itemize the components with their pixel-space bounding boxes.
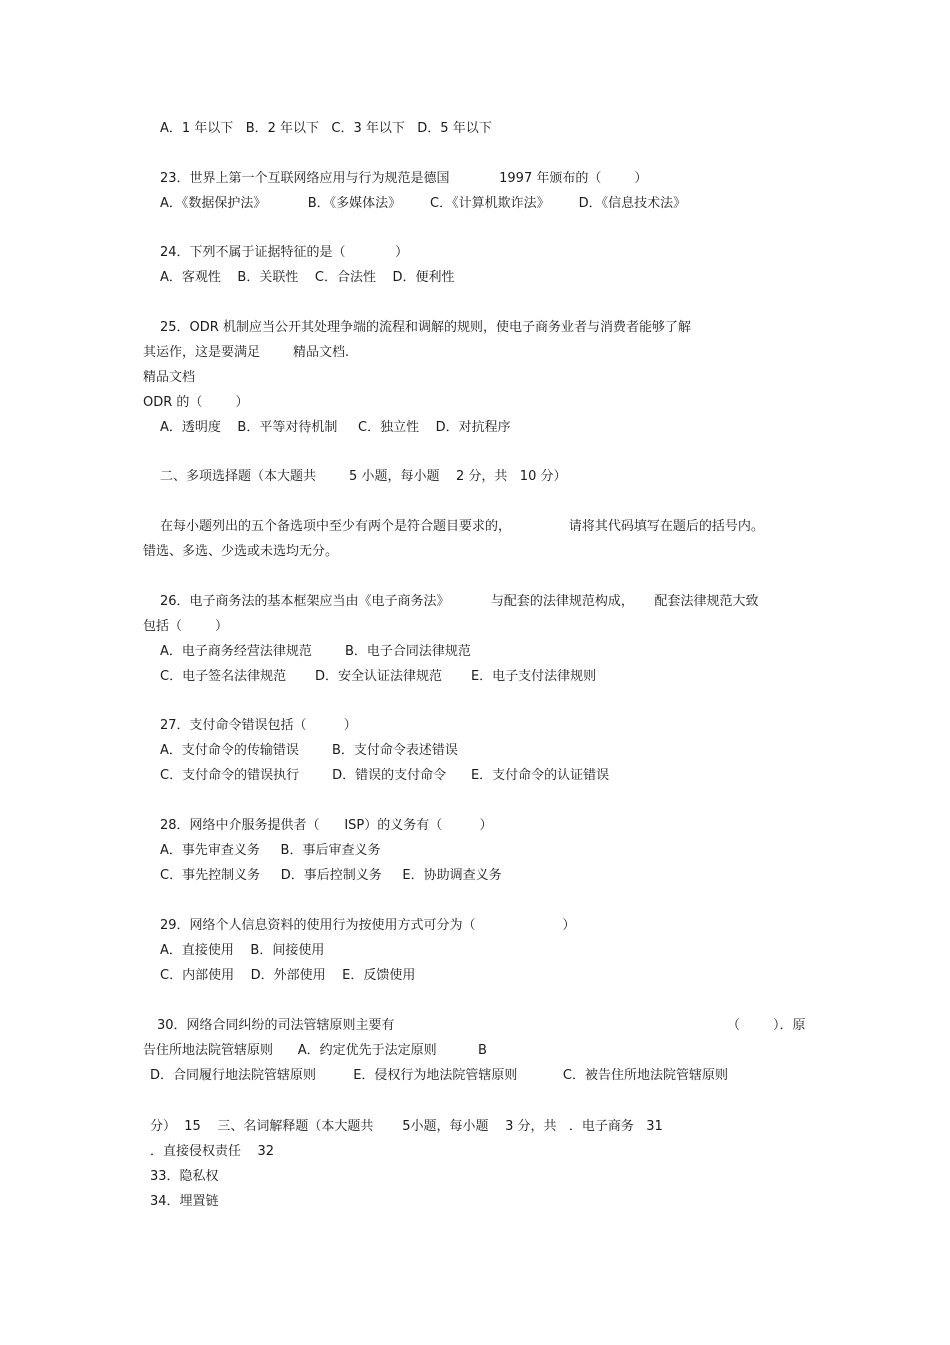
section-heading: 分） 15 三、名词解释题（本大题共 5小题，每小题 3 分，共 ．电子商务 31 [150,1119,663,1134]
text-line: A．直接使用 B．间接使用 [160,943,325,958]
text-line: A．电子商务经营法律规范 B．电子合同法律规范 [160,644,471,659]
text-line: A．1 年以下 B．2 年以下 C．3 年以下 D．5 年以下 [160,121,492,136]
question-30: 30．网络合同纠纷的司法管辖原则主要有 [157,1018,395,1033]
text-line: 告住所地法院管辖原则 A．约定优先于法定原则 B [143,1043,487,1058]
text-line: （ ）．原 [727,1018,806,1033]
question-23: 23．世界上第一个互联网络应用与行为规范是德国 1997 年颁布的（ ） [160,171,648,186]
text-line: 精品文档 [143,370,196,385]
text-line: 其运作，这是要满足 精品文档. [143,345,350,360]
text-line: 34．埋置链 [150,1194,219,1209]
question-28: 28．网络中介服务提供者（ ISP）的义务有（ ） [160,818,493,833]
text-line: C．内部使用 D．外部使用 E．反馈使用 [160,968,416,983]
text-line: A．事先审查义务 B．事后审查义务 [160,843,381,858]
section-heading: 二、多项选择题（本大题共 5 小题，每小题 2 分，共 10 分） [160,469,567,484]
instruction-text: 在每小题列出的五个备选项中至少有两个是符合题目要求的， 请将其代码填写在题后的括号内。 [160,519,764,534]
text-line: D．合同履行地法院管辖原则 E．侵权行为地法院管辖原则 C．被告住所地法院管辖原则 [150,1068,728,1083]
text-line: C．电子签名法律规范 D．安全认证法律规范 E．电子支付法律规则 [160,669,597,684]
text-line: A．客观性 B．关联性 C．合法性 D．便利性 [160,270,455,285]
text-line: 错选、多选、少选或未选均无分。 [143,544,339,559]
text-line: 包括（ ） [143,619,229,634]
text-line: A．支付命令的传输错误 B．支付命令表述错误 [160,743,458,758]
text-line: ODR 的（ ） [143,395,249,410]
question-24: 24．下列不属于证据特征的是（ ） [160,245,409,260]
text-line: 33．隐私权 [150,1169,219,1184]
text-line: ．直接侵权责任 32 [150,1144,275,1159]
text-line: C．事先控制义务 D．事后控制义务 E．协助调查义务 [160,868,502,883]
text-line: A．《数据保护法》 B．《多媒体法》 C．《计算机欺诈法》 D．《信息技术法》 [160,196,687,211]
question-26: 26．电子商务法的基本框架应当由《电子商务法》 与配套的法律规范构成， 配套法律规范大致 [160,594,759,609]
question-29: 29．网络个人信息资料的使用行为按使用方式可分为（ ） [160,918,576,933]
text-line: C．支付命令的错误执行 D．错误的支付命令 E．支付命令的认证错误 [160,768,610,783]
question-25: 25．ODR 机制应当公开其处理争端的流程和调解的规则，使电子商务业者与消费者能够了解 [160,320,691,335]
text-line: A．透明度 B．平等对待机制 C．独立性 D．对抗程序 [160,420,511,435]
question-27: 27．支付命令错误包括（ ） [160,718,357,733]
